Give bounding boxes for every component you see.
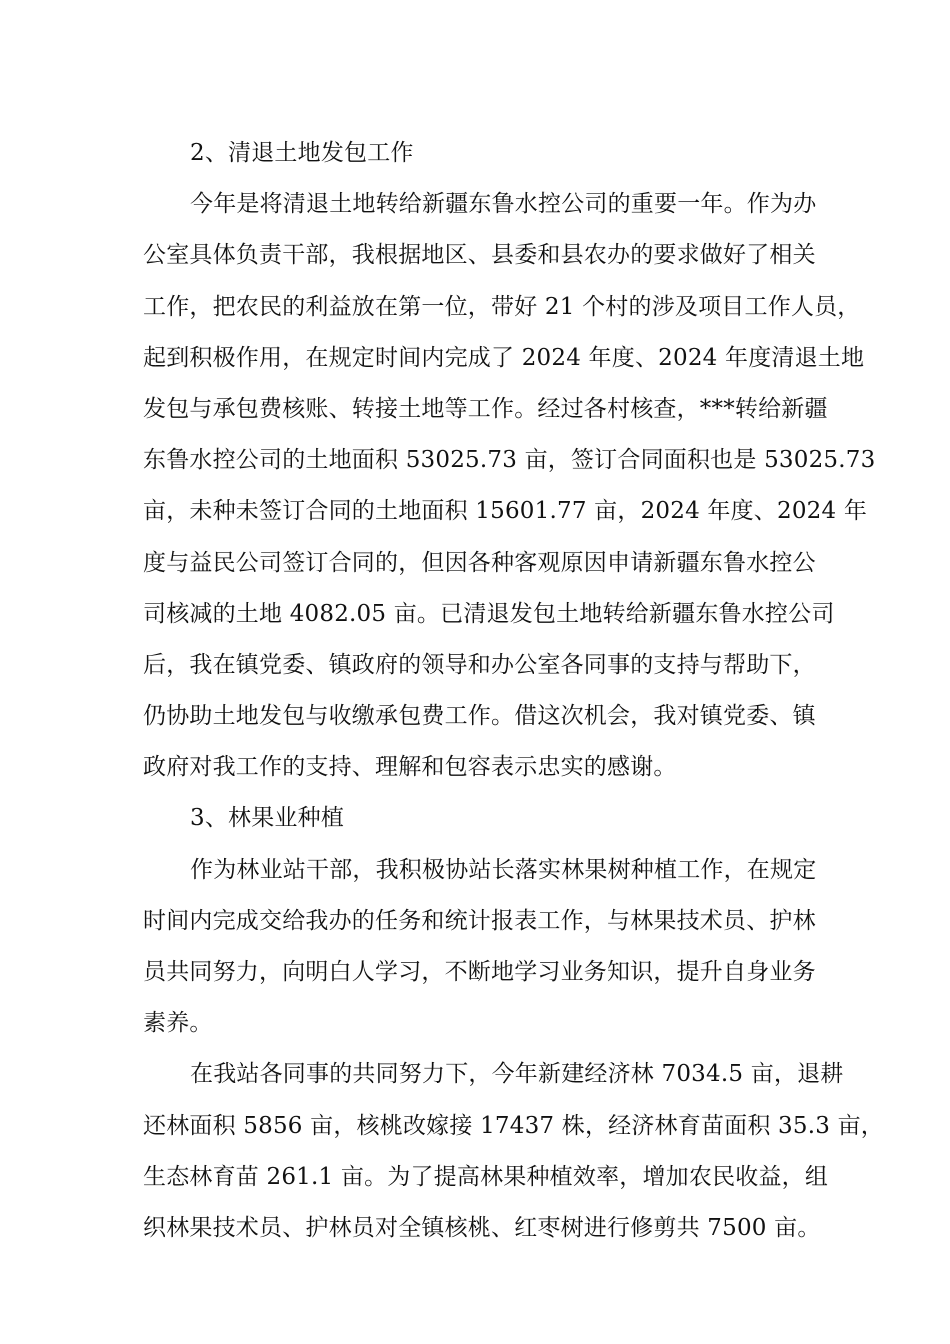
paragraph-line: 起到积极作用，在规定时间内完成了 2024 年度、2024 年度清退土地 <box>143 344 865 371</box>
paragraph-line: 素养。 <box>143 1010 213 1037</box>
paragraph-line: 还林面积 5856 亩，核桃改嫁接 17437 株，经济林育苗面积 35.3 亩， <box>143 1112 884 1139</box>
paragraph-line: 亩，未种未签订合同的土地面积 15601.77 亩，2024 年度、2024 年 <box>143 498 868 525</box>
paragraph-line: 生态林育苗 261.1 亩。为了提高林果种植效率，增加农民收益，组 <box>143 1163 829 1190</box>
section-heading-forestry-planting: 3、林果业种植 <box>190 805 345 832</box>
paragraph-line: 度与益民公司签订合同的，但因各种客观原因申请新疆东鲁水控公 <box>143 549 816 576</box>
paragraph-line: 政府对我工作的支持、理解和包容表示忠实的感谢。 <box>143 754 677 781</box>
section-heading-land-contracting: 2、清退土地发包工作 <box>190 140 414 166</box>
paragraph-line: 发包与承包费核账、转接土地等工作。经过各村核查，***转给新疆 <box>143 395 828 422</box>
paragraph-line: 仍协助土地发包与收缴承包费工作。借这次机会，我对镇党委、镇 <box>143 703 816 730</box>
paragraph-line: 今年是将清退土地转给新疆东鲁水控公司的重要一年。作为办 <box>190 191 817 218</box>
paragraph-line: 工作，把农民的利益放在第一位，带好 21 个村的涉及项目工作人员， <box>143 293 861 320</box>
paragraph-line: 后，我在镇党委、镇政府的领导和办公室各同事的支持与帮助下， <box>143 651 816 678</box>
paragraph-line: 东鲁水控公司的土地面积 53025.73 亩，签订合同面积也是 53025.73 <box>143 447 876 474</box>
paragraph-line: 在我站各同事的共同努力下，今年新建经济林 7034.5 亩，退耕 <box>190 1061 844 1088</box>
paragraph-line: 员共同努力，向明白人学习，不断地学习业务知识，提升自身业务 <box>143 959 816 985</box>
paragraph-line: 作为林业站干部，我积极协站长落实林果树种植工作，在规定 <box>190 856 817 883</box>
paragraph-line: 司核减的土地 4082.05 亩。已清退发包土地转给新疆东鲁水控公司 <box>143 600 835 627</box>
paragraph-line: 织林果技术员、护林员对全镇核桃、红枣树进行修剪共 7500 亩。 <box>143 1214 821 1241</box>
paragraph-line: 公室具体负责干部，我根据地区、县委和县农办的要求做好了相关 <box>143 242 816 269</box>
document-body <box>143 128 884 1254</box>
paragraph-line: 时间内完成交给我办的任务和统计报表工作，与林果技术员、护林 <box>143 907 816 934</box>
